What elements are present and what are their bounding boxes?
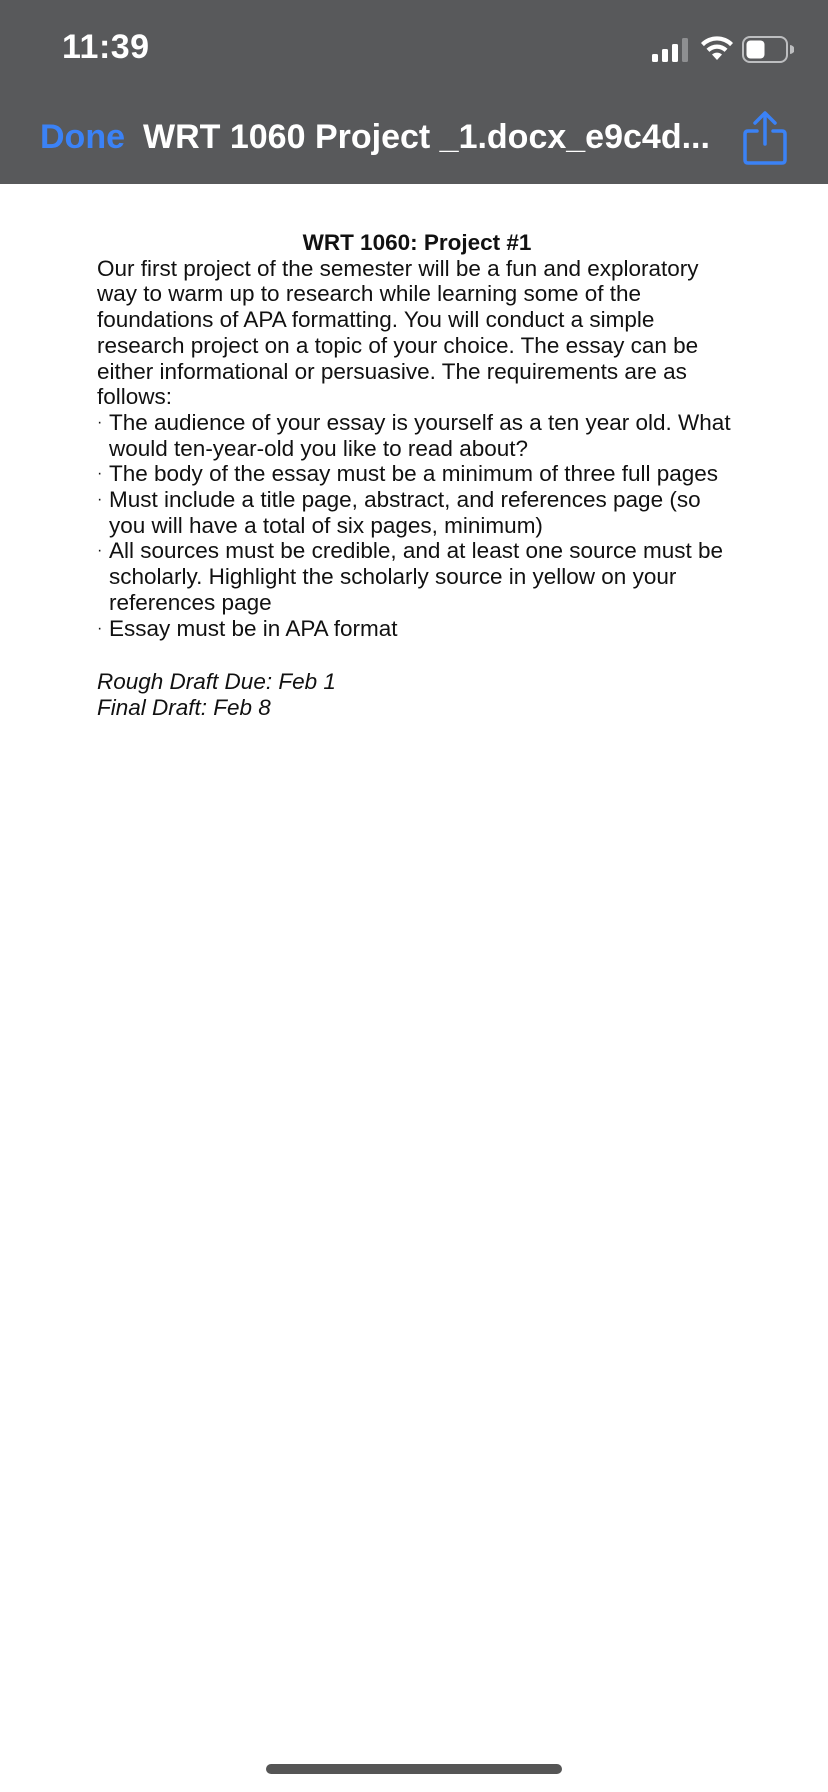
bullet-icon: ·	[97, 619, 103, 637]
list-item	[97, 487, 737, 538]
rough-draft-date: Rough Draft Due: Feb 1	[97, 669, 336, 695]
home-indicator[interactable]	[266, 1764, 562, 1774]
list-item	[97, 616, 737, 642]
bullet-icon: ·	[97, 465, 103, 483]
requirement-text: Must include a title page, abstract, and references page (so you will have a total of six pages, minimum)	[109, 487, 701, 538]
wifi-icon	[700, 36, 734, 62]
top-chrome	[0, 0, 828, 184]
requirements-list	[97, 410, 737, 641]
bullet-icon: ·	[97, 413, 103, 431]
document-intro: Our first project of the semester will be a fun and exploratory way to warm up to research while learning some of the foundations of APA formatting. You will conduct a simple research project on a topic of your choice. The essay can be either informational or persuasive. The requirements are as follows:	[97, 255, 699, 410]
share-icon	[742, 110, 788, 166]
share-button[interactable]	[742, 110, 788, 166]
requirement-text: Essay must be in APA format	[109, 615, 398, 641]
list-item	[97, 461, 737, 487]
requirement-text: All sources must be credible, and at least one source must be scholarly. Highlight the scholarly source in yellow on your references page	[109, 538, 724, 615]
document-title: WRT 1060 Project _1.docx_e9c4d...	[143, 118, 710, 156]
requirement-text: The audience of your essay is yourself as a ten year old. What would ten-year-old you like to read about?	[109, 409, 731, 461]
document-content	[97, 230, 737, 721]
bullet-icon: ·	[97, 542, 103, 560]
battery-icon	[742, 36, 794, 63]
document-heading: WRT 1060: Project #1	[302, 230, 532, 255]
list-item	[97, 538, 737, 615]
status-time: 11:39	[62, 28, 150, 66]
status-bar	[0, 0, 828, 100]
requirement-text: The body of the essay must be a minimum of three full pages	[109, 461, 719, 487]
list-item	[97, 410, 737, 461]
due-dates	[97, 669, 737, 720]
cellular-signal-icon	[652, 38, 690, 62]
bullet-icon: ·	[97, 491, 103, 509]
done-button[interactable]: Done	[40, 118, 125, 156]
final-draft-date: Final Draft: Feb 8	[97, 694, 271, 720]
nav-bar	[0, 100, 828, 184]
